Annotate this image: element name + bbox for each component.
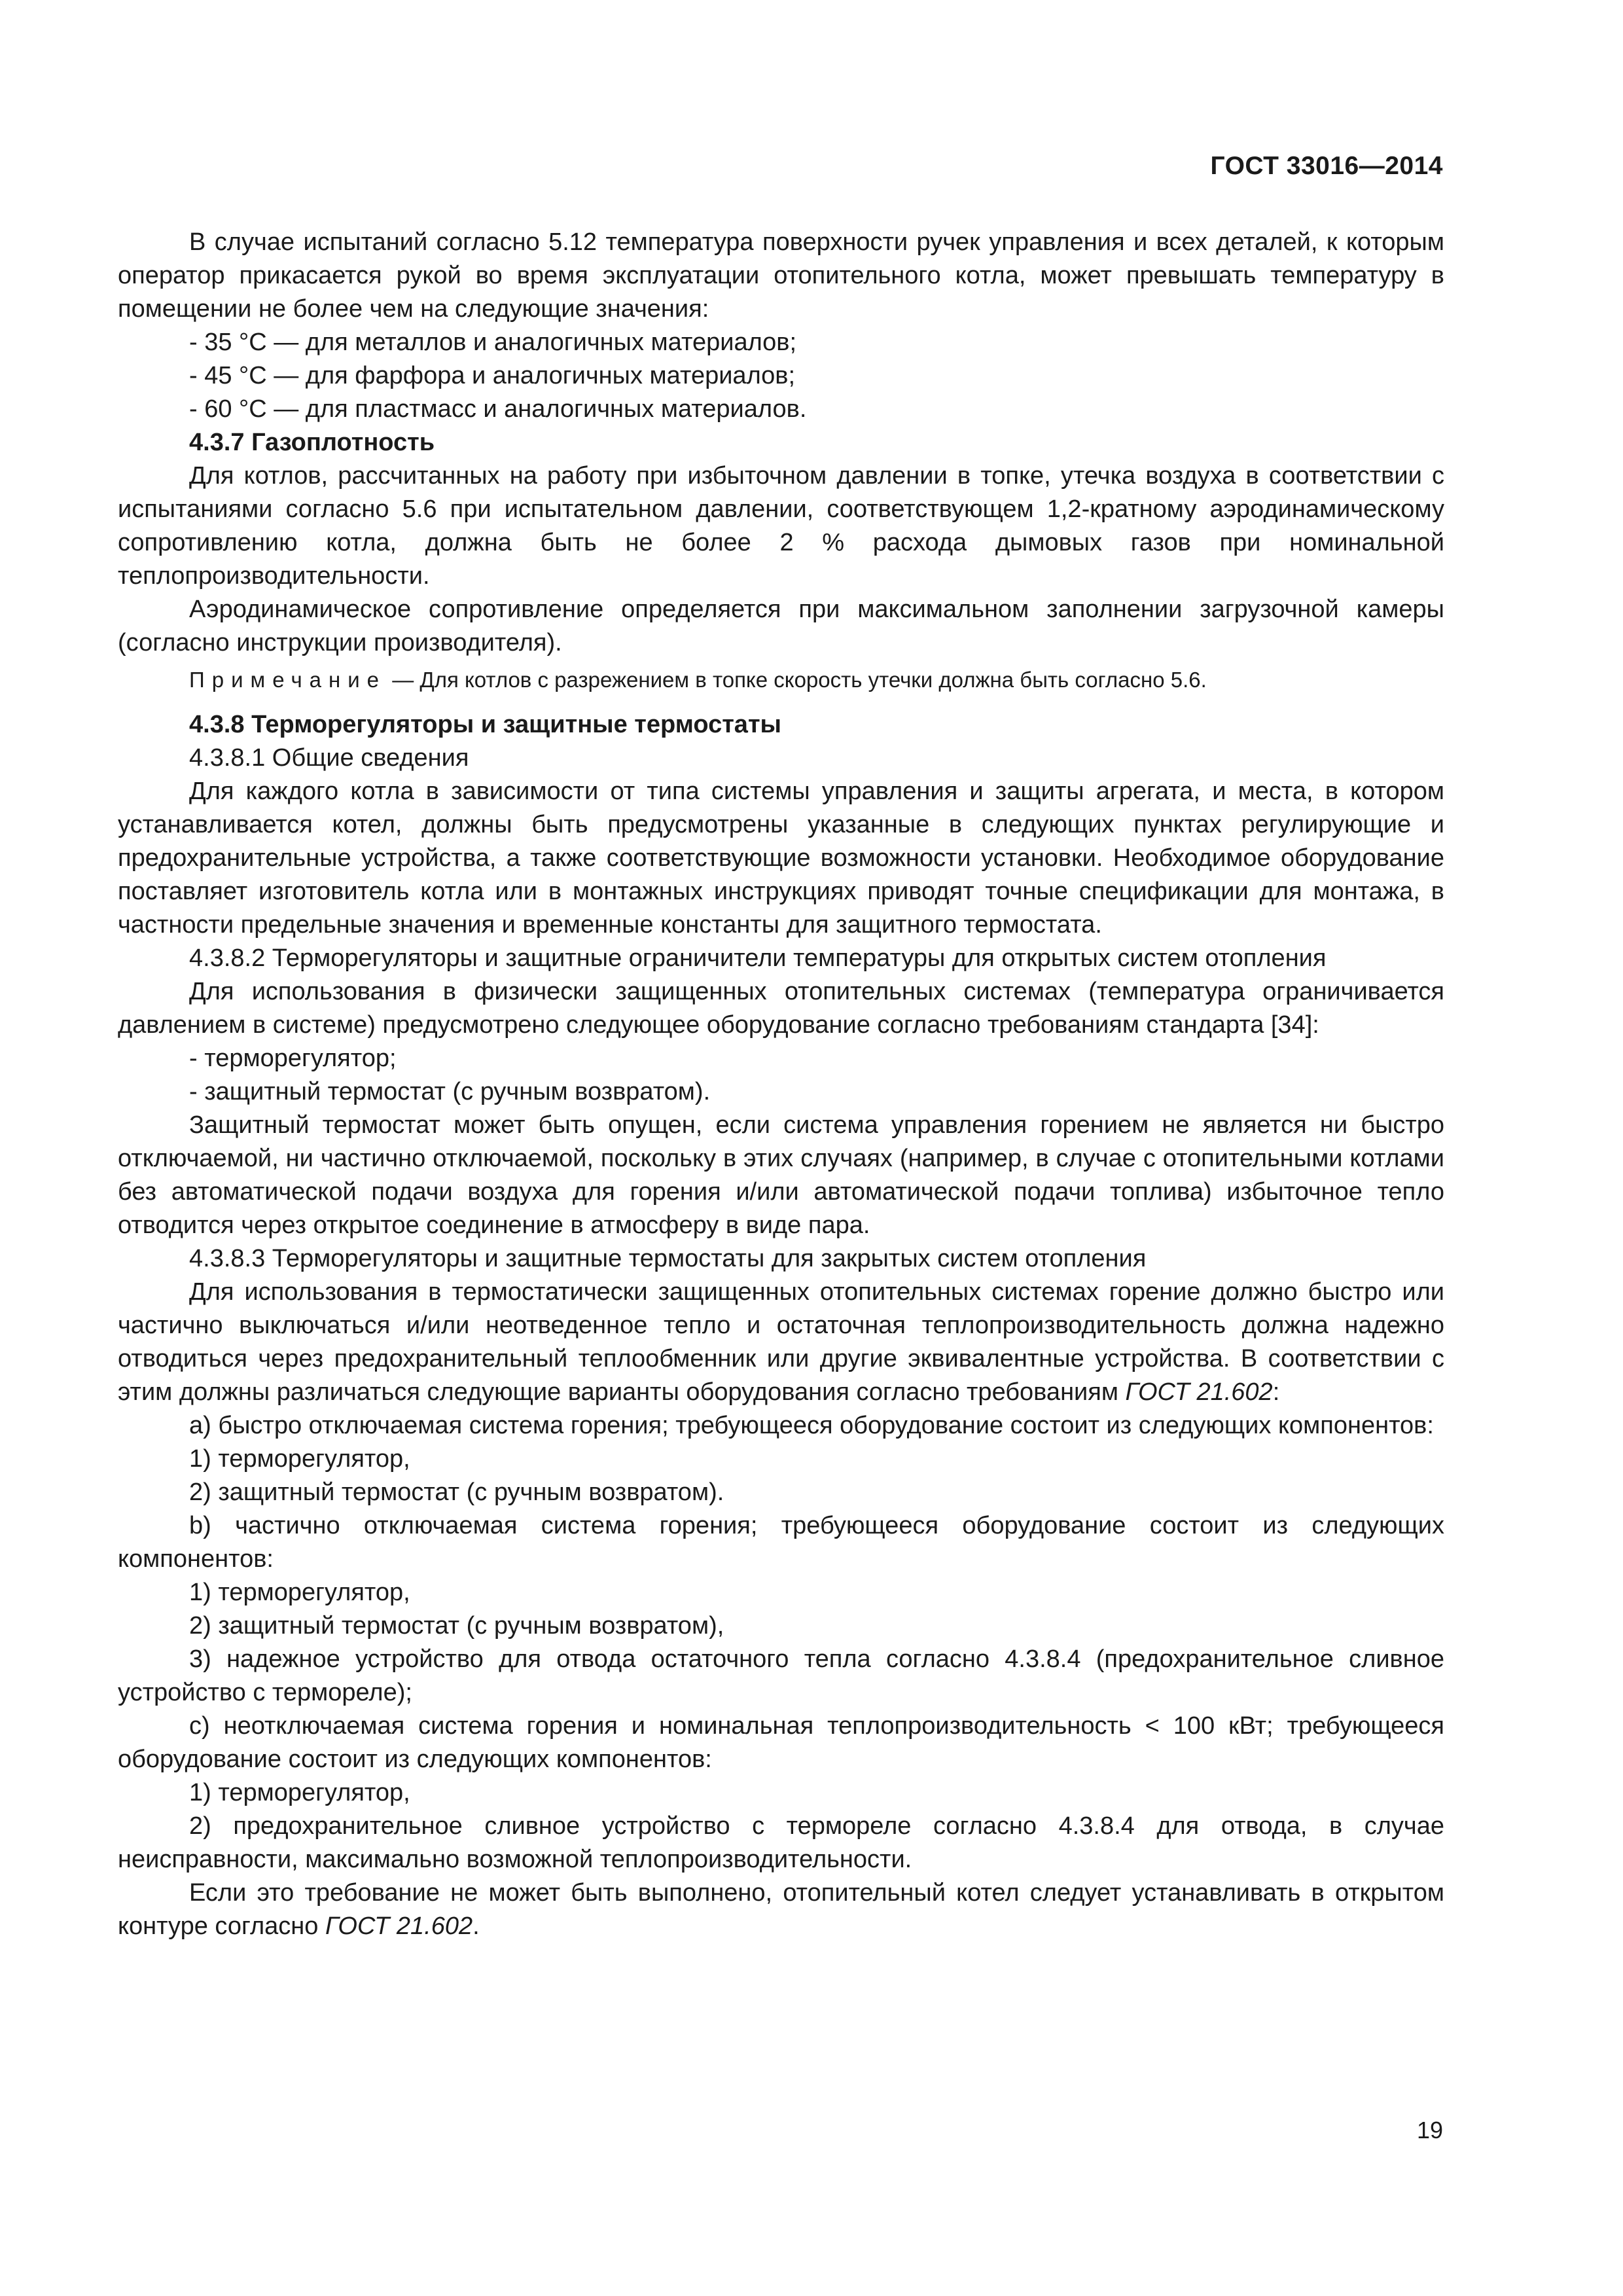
- paragraph-aero-resistance: Аэродинамическое сопротивление определяется при максимальном заполнении загрузочной камеры (согласно инструкции производителя).: [118, 596, 1444, 656]
- list-item-b3: 3) надежное устройство для отвода остаточного тепла согласно 4.3.8.4 (предохранительное сливное устройство с термореле);: [118, 1645, 1444, 1706]
- list-item-a1: 1) терморегулятор,: [189, 1445, 410, 1473]
- paragraph-gas-tightness: Для котлов, рассчитанных на работу при избыточном давлении в топке, утечка воздуха в соответствии с испытаниями согласно 5.6 при испытательном давлении, соответствующем 1,2-кратному аэродинамическому сопротивлению котла, должна быть не более 2 % расхода дымовых газов при номинальной теплопроизводительности.: [118, 462, 1444, 590]
- list-item-thermoregulator: - терморегулятор;: [189, 1045, 397, 1072]
- subsection-heading-4-3-8-2: 4.3.8.2 Терморегуляторы и защитные ограничители температуры для открытых систем отопления: [189, 944, 1327, 972]
- list-item-a2: 2) защитный термостат (с ручным возвратом).: [189, 1479, 724, 1506]
- section-heading-4-3-8: 4.3.8 Терморегуляторы и защитные термостаты: [189, 711, 782, 738]
- document-id-header: ГОСТ 33016—2014: [1210, 152, 1443, 180]
- list-item-metals: - 35 °С — для металлов и аналогичных материалов;: [189, 329, 797, 356]
- paragraph-open-systems: Для использования в физически защищенных отопительных системах (температура ограничивается давлением в системе) предусмотрено следующее оборудование согласно требованиям стандарта [34]:: [118, 978, 1444, 1039]
- paragraph-surface-temperature: В случае испытаний согласно 5.12 температура поверхности ручек управления и всех деталей, к которым оператор прикасается рукой во время эксплуатации отопительного котла, может превышать температуру в помещении не более чем на следующие значения:: [118, 228, 1444, 323]
- list-item-plastics: - 60 °С — для пластмасс и аналогичных материалов.: [189, 395, 807, 423]
- paragraph-open-circuit: Если это требование не может быть выполнено, отопительный котел следует устанавливать в открытом контуре согласно ГОСТ 21.602.: [118, 1879, 1444, 1940]
- paragraph-closed-systems: Для использования в термостатически защищенных отопительных системах горение должно быстро или частично выключаться и/или неотведенное тепло и остаточная теплопроизводительность должна надежно отводиться через предохранительный теплообменник или другие эквивалентные устройства. В соответствии с этим должны различаться следующие варианты оборудования согласно требованиям ГОСТ 21.602:: [118, 1278, 1444, 1406]
- paragraph-general-info: Для каждого котла в зависимости от типа системы управления и защиты агрегата, и места, в котором устанавливается котел, должны быть предусмотрены указанные в следующих пунктах регулирующие и предохранительные устройства, а также соответствующие возможности установки. Необходимое оборудование поставляет изготовитель котла или в монтажных инструкциях приводят точные спецификации для монтажа, в частности предельные значения и временные константы для защитного термостата.: [118, 778, 1444, 939]
- list-item-b2: 2) защитный термостат (с ручным возвратом),: [189, 1612, 724, 1640]
- note-label: Примечание: [189, 668, 387, 692]
- list-item-safety-thermostat: - защитный термостат (с ручным возвратом).: [189, 1078, 711, 1105]
- paragraph-variant-c: с) неотключаемая система горения и номинальная теплопроизводительность < 100 кВт; требующееся оборудование состоит из следующих компонентов:: [118, 1712, 1444, 1773]
- paragraph-variant-a: а) быстро отключаемая система горения; требующееся оборудование состоит из следующих компонентов:: [189, 1412, 1434, 1439]
- note: [118, 664, 1444, 696]
- subsection-heading-4-3-8-3: 4.3.8.3 Терморегуляторы и защитные термостаты для закрытых систем отопления: [189, 1245, 1147, 1272]
- document-body: [118, 226, 1444, 1943]
- subsection-heading-4-3-8-1: 4.3.8.1 Общие сведения: [189, 744, 469, 772]
- list-item-b1: 1) терморегулятор,: [189, 1579, 410, 1606]
- standard-reference: ГОСТ 21.602: [325, 1912, 473, 1940]
- section-heading-4-3-7: 4.3.7 Газоплотность: [189, 429, 435, 456]
- page-number: 19: [1416, 2117, 1443, 2144]
- paragraph-variant-b: b) частично отключаемая система горения; требующееся оборудование состоит из следующих компонентов:: [118, 1512, 1444, 1573]
- list-item-c1: 1) терморегулятор,: [189, 1779, 410, 1806]
- list-item-porcelain: - 45 °С — для фарфора и аналогичных материалов;: [189, 362, 796, 389]
- paragraph-thermostat-omission: Защитный термостат может быть опущен, если система управления горением не является ни быстро отключаемой, ни частично отключаемой, поскольку в этих случаях (например, в случае с отопительными котлами без автоматической подачи воздуха для горения и/или автоматической подачи топлива) избыточное тепло отводится через открытое соединение в атмосферу в виде пара.: [118, 1111, 1444, 1239]
- list-item-c2: 2) предохранительное сливное устройство с термореле согласно 4.3.8.4 для отвода, в случае неисправности, максимально возможной теплопроизводительности.: [118, 1812, 1444, 1873]
- standard-reference: ГОСТ 21.602: [1125, 1378, 1273, 1406]
- note-text: — Для котлов с разрежением в топке скорость утечки должна быть согласно 5.6.: [392, 668, 1207, 692]
